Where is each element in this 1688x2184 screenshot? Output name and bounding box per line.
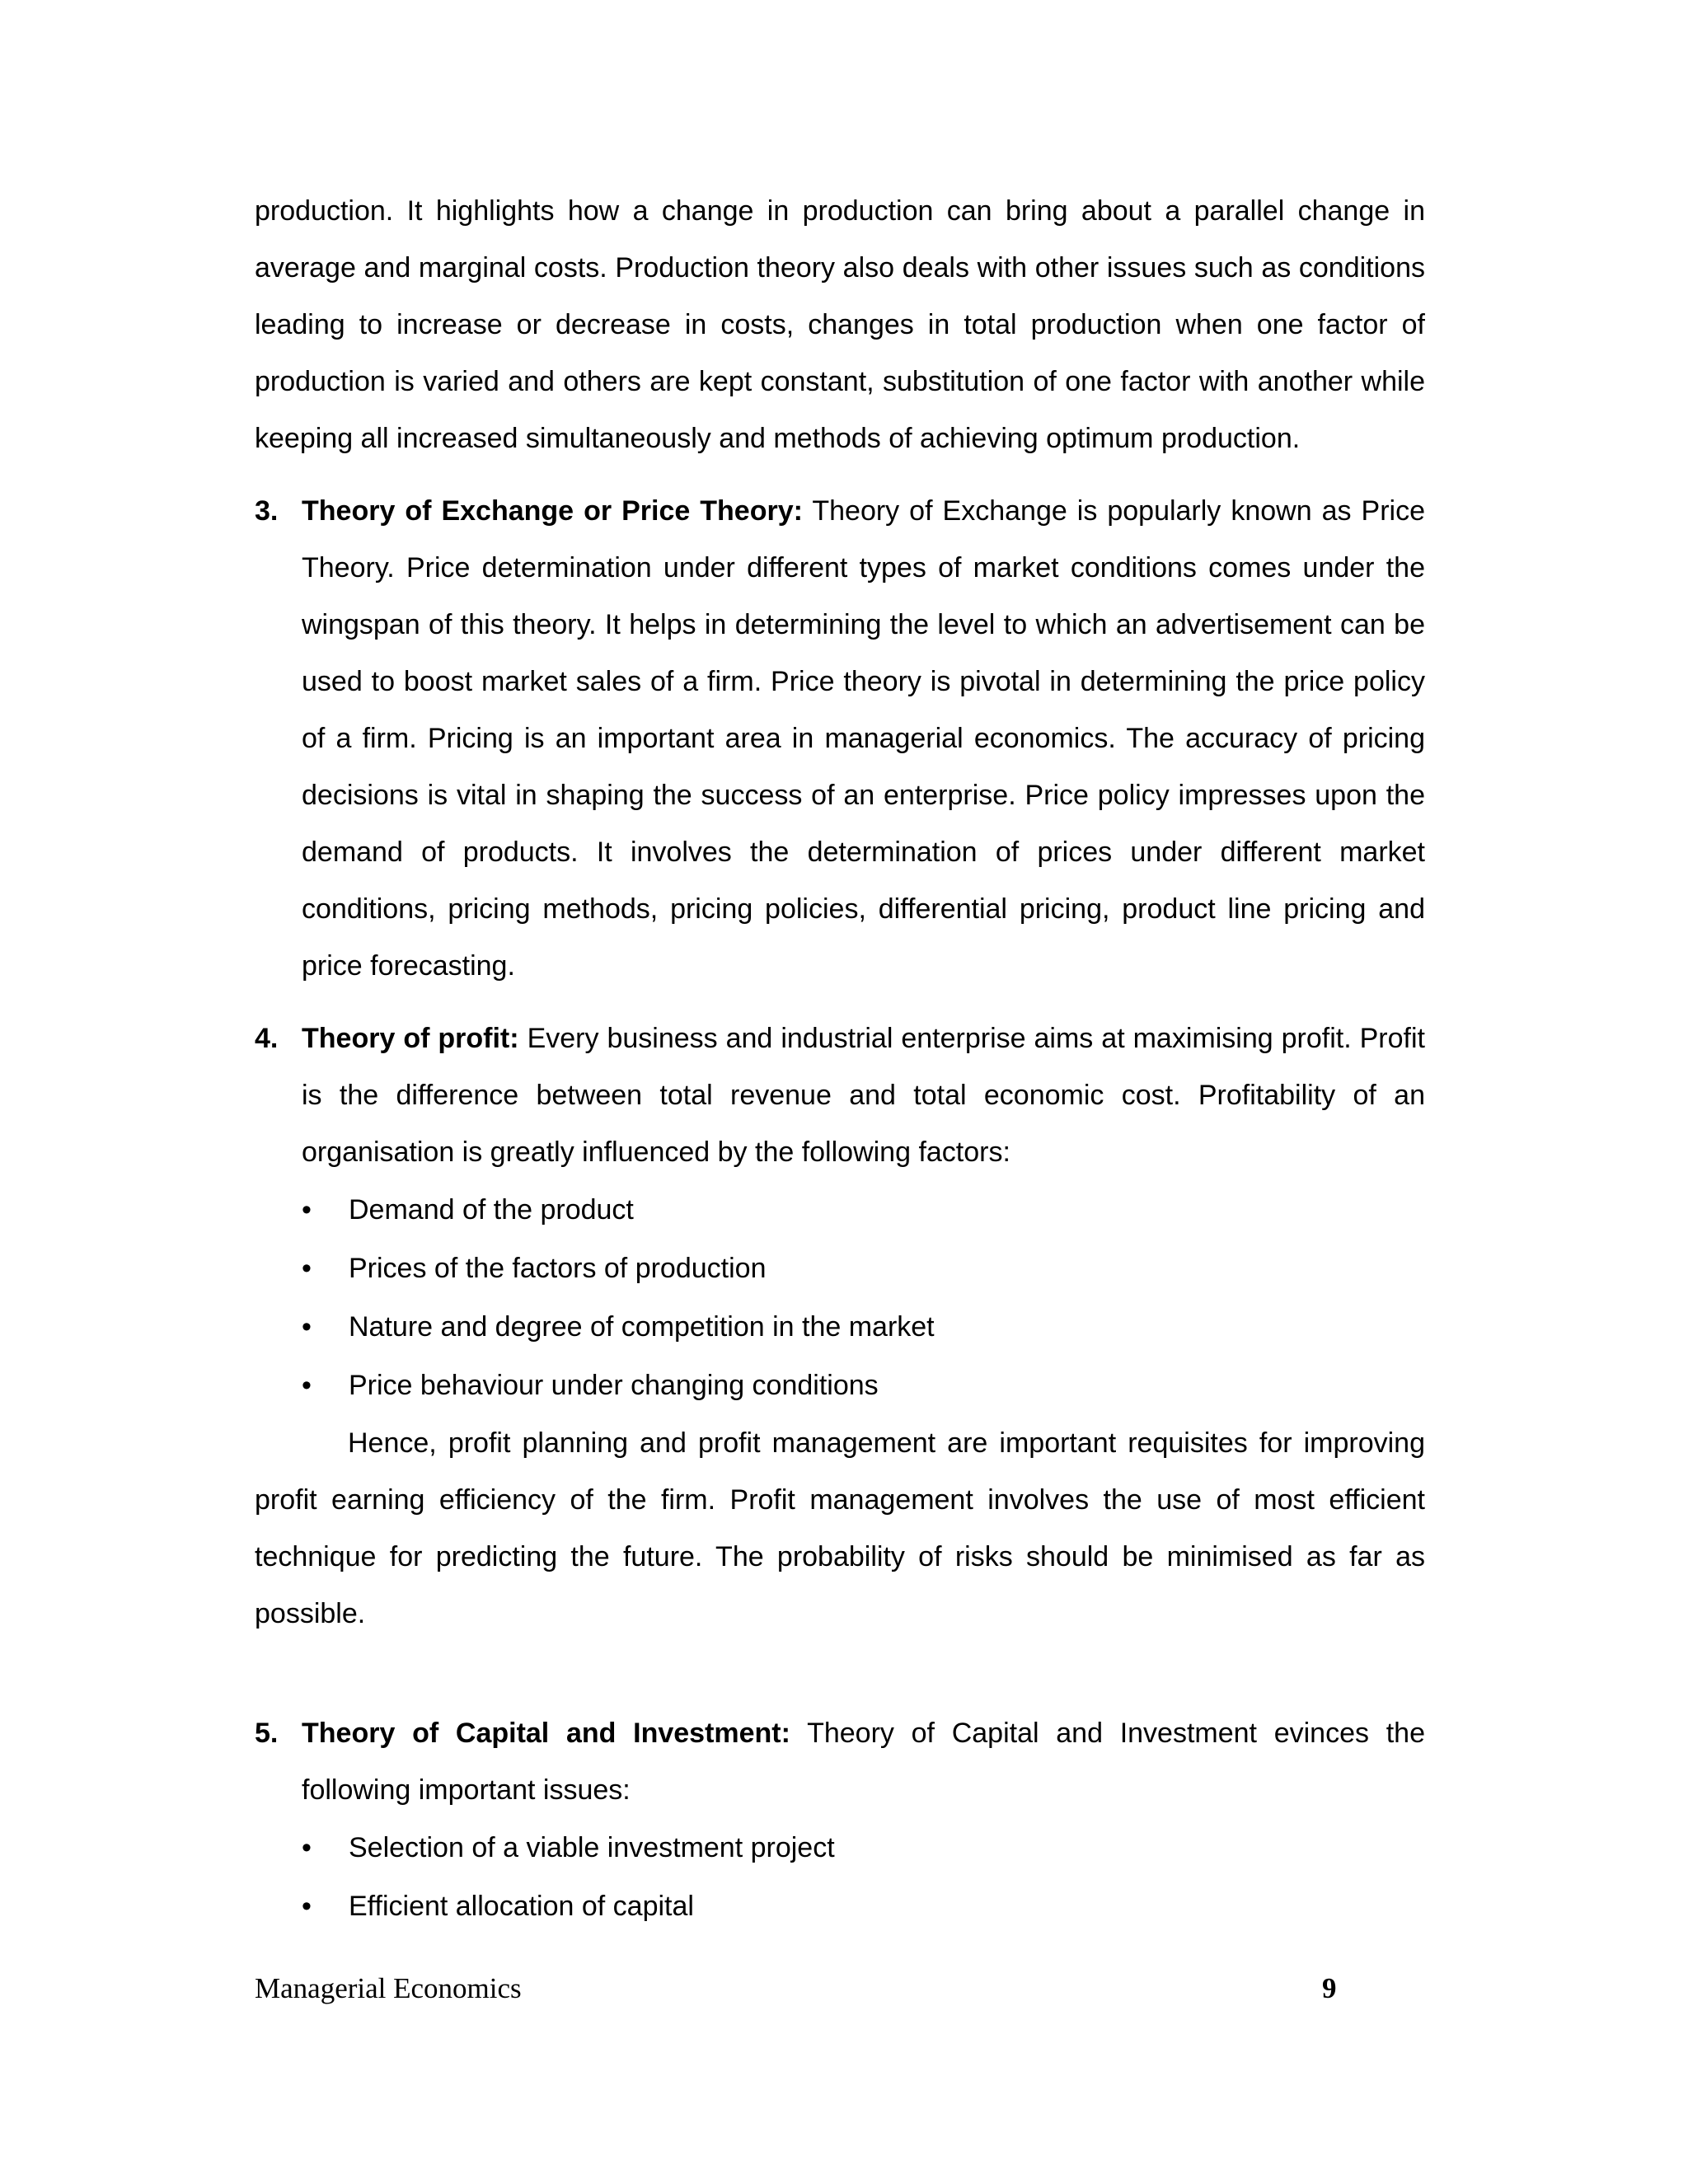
section-4-title: Theory of profit:: [302, 1023, 519, 1054]
bullet-icon: •: [302, 1253, 312, 1284]
list-item: [302, 1357, 1425, 1415]
section-3: [255, 483, 1425, 995]
list-item: [302, 1819, 1425, 1877]
bullet-text: Efficient allocation of capital: [349, 1891, 694, 1922]
bullet-text: Price behaviour under changing conditions: [349, 1370, 879, 1401]
bullet-text: Demand of the product: [349, 1194, 634, 1226]
section-5: [255, 1705, 1425, 1819]
section-5-number: 5.: [255, 1718, 279, 1749]
bullet-icon: •: [302, 1311, 312, 1343]
section-4: [255, 1010, 1425, 1181]
list-item: [302, 1181, 1425, 1240]
bullet-text: Prices of the factors of production: [349, 1253, 767, 1284]
section-3-number: 3.: [255, 495, 279, 527]
section-3-text: Theory of Exchange is popularly known as Price Theory. Price determination under different types of market conditions comes under the wingspan of this theory. It helps in determining the level to which an advertisement can be used to boost market sales of a firm. Price theory is pivotal in determining the price policy of a firm. Pricing is an important area in managerial economics. The accuracy of pricing decisions is vital in shaping the success of an enterprise. Price policy impresses upon the demand of products. It involves the determination of prices under different market conditions, pricing methods, pricing policies, differential pricing, product line pricing and price forecasting.: [302, 495, 1425, 982]
section-5-title: Theory of Capital and Investment:: [302, 1718, 790, 1749]
list-item: [302, 1877, 1425, 1936]
bullet-icon: •: [302, 1891, 312, 1922]
spacer: [255, 1643, 1425, 1690]
section-4-bullet-list: [255, 1181, 1425, 1415]
section-4-number: 4.: [255, 1023, 279, 1054]
page-content: [255, 183, 1425, 1936]
list-item: [302, 1298, 1425, 1357]
bullet-text: Nature and degree of competition in the market: [349, 1311, 935, 1343]
intro-paragraph: production. It highlights how a change in production can bring about a parallel change in average and marginal costs. Production theory also deals with other issues such as conditions leading to increase or decrease in costs, changes in total production when one factor of production is varied and others are kept constant, substitution of one factor with another while keeping all increased simultaneously and methods of achieving optimum production.: [255, 195, 1425, 454]
section-5-bullet-list: [255, 1819, 1425, 1936]
section-4-text: Every business and industrial enterprise aims at maximising profit. Profit is the difference between total revenue and total economic cost. Profitability of an organisation is greatly influenced by the following factors:: [302, 1023, 1425, 1168]
bullet-icon: •: [302, 1832, 312, 1863]
bullet-icon: •: [302, 1194, 312, 1226]
profit-conclusion-paragraph: Hence, profit planning and profit management are important requisites for improving profit earning efficiency of the firm. Profit management involves the use of most efficient technique for predicting the future. The probability of risks should be minimised as far as possible.: [255, 1427, 1425, 1629]
bullet-icon: •: [302, 1370, 312, 1401]
bullet-text: Selection of a viable investment project: [349, 1832, 835, 1863]
section-3-title: Theory of Exchange or Price Theory:: [302, 495, 803, 527]
footer-page-number: 9: [1322, 1972, 1337, 2004]
section-5-text: Theory of Capital and Investment evinces the following important issues:: [302, 1718, 1425, 1806]
footer-book-title: Managerial Economics: [255, 1972, 522, 2004]
list-item: [302, 1240, 1425, 1298]
